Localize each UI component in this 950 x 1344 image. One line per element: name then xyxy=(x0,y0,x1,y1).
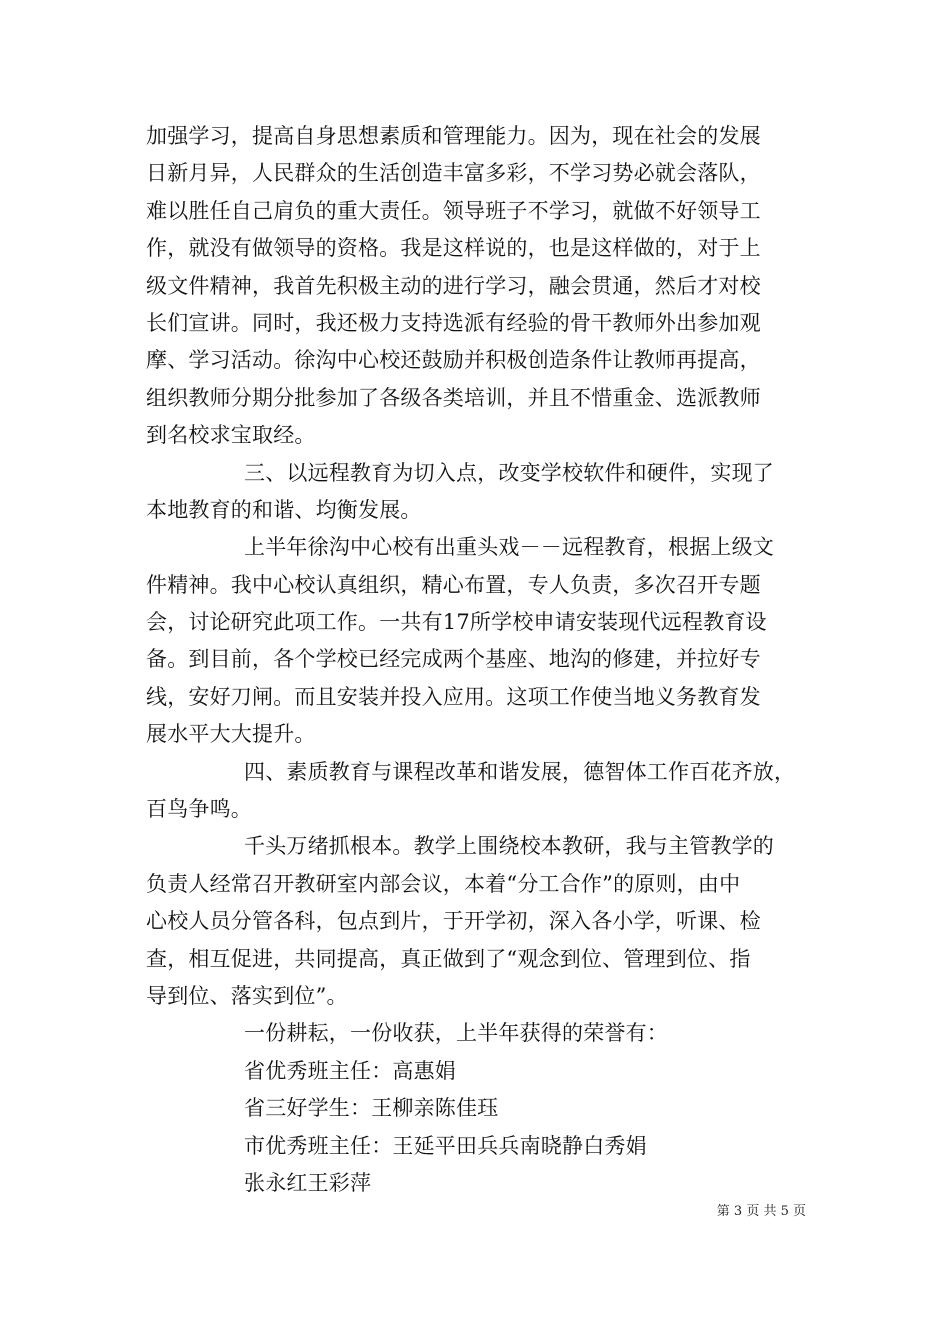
text-line: 难以胜任自己肩负的重大责任。领导班子不学习，就做不好领导工 xyxy=(146,198,761,223)
text-line: 摩、学习活动。徐沟中心校还鼓励并积极创造条件让教师再提高， xyxy=(146,348,761,373)
text-line: 心校人员分管各科，包点到片，于开学初，深入各小学，听课、检 xyxy=(146,909,761,934)
text-line: 千头万绪抓根本。教学上围绕校本教研，我与主管教学的 xyxy=(244,834,774,859)
text-line: 加强学习，提高自身思想素质和管理能力。因为，现在社会的发展 xyxy=(146,124,761,148)
honor-item: 市优秀班主任：王延平田兵兵南晓静白秀娟 xyxy=(244,1133,647,1158)
text-line: 件精神。我中心校认真组织，精心布置，专人负责，多次召开专题 xyxy=(146,572,761,597)
text-line: 日新月异，人民群众的生活创造丰富多彩，不学习势必就会落队， xyxy=(146,161,761,186)
text-line: 到名校求宝取经。 xyxy=(146,423,316,448)
section-heading-line: 百鸟争鸣。 xyxy=(146,797,252,822)
body-text xyxy=(146,118,806,1202)
text-line: 上半年徐沟中心校有出重头戏－－远程教育，根据上级文 xyxy=(244,535,774,560)
text-line: 查，相互促进，共同提高，真正做到了“观念到位、管理到位、指 xyxy=(146,946,751,971)
text-line: 负责人经常召开教研室内部会议，本着“分工合作”的原则，由中 xyxy=(146,871,741,896)
page-number-footer: 第 3 页 共 5 页 xyxy=(716,1204,806,1219)
text-line: 会，讨论研究此项工作。一共有17所学校申请安装现代远程教育设 xyxy=(146,610,767,635)
honors-intro: 一份耕耘，一份收获，上半年获得的荣誉有： xyxy=(244,1021,668,1046)
honor-item: 省优秀班主任：高惠娟 xyxy=(244,1058,456,1083)
text-line: 级文件精神，我首先积极主动的进行学习，融会贯通，然后才对校 xyxy=(146,273,761,298)
text-line: 线，安好刀闸。而且安装并投入应用。这项工作使当地义务教育发 xyxy=(146,684,761,709)
text-line: 展水平大大提升。 xyxy=(146,722,316,747)
text-line: 组织教师分期分批参加了各级各类培训，并且不惜重金、选派教师 xyxy=(146,385,761,410)
text-line: 导到位、落实到位”。 xyxy=(146,983,348,1008)
text-line: 备。到目前，各个学校已经完成两个基座、地沟的修建，并拉好专 xyxy=(146,647,761,672)
section-heading-line: 三、以远程教育为切入点，改变学校软件和硬件，实现了 xyxy=(244,460,774,485)
text-line: 长们宣讲。同时，我还极力支持选派有经验的骨干教师外出参加观 xyxy=(146,310,761,335)
section-heading-line: 本地教育的和谐、均衡发展。 xyxy=(146,497,422,522)
text-line: 作，就没有做领导的资格。我是这样说的，也是这样做的，对于上 xyxy=(146,236,761,261)
section-heading-line: 四、素质教育与课程改革和谐发展，德智体工作百花齐放， xyxy=(244,759,796,784)
honor-item: 张永红王彩萍 xyxy=(244,1170,372,1195)
honor-item: 省三好学生：王柳亲陈佳珏 xyxy=(244,1096,499,1121)
